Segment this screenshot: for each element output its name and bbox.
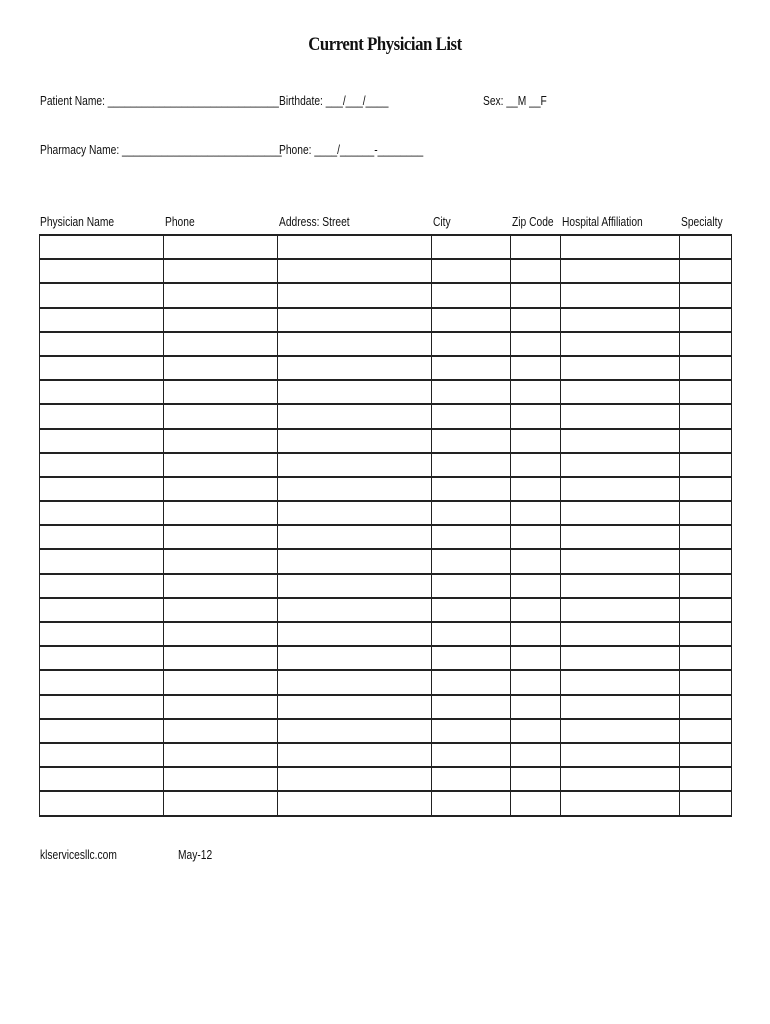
table-cell[interactable] (511, 574, 561, 598)
table-cell[interactable] (511, 525, 561, 549)
table-row (40, 308, 732, 332)
table-cell[interactable] (40, 598, 164, 622)
table-cell[interactable] (680, 380, 732, 404)
table-cell[interactable] (680, 646, 732, 670)
table-cell[interactable] (432, 670, 511, 694)
column-header-specialty: Specialty (681, 215, 723, 229)
table-cell[interactable] (432, 308, 511, 332)
pharmacy-phone-field[interactable]: Phone: ____/______-________ (279, 143, 424, 157)
table-cell[interactable] (432, 235, 511, 259)
table-cell[interactable] (432, 598, 511, 622)
table-cell[interactable] (511, 598, 561, 622)
table-cell[interactable] (561, 404, 680, 428)
table-cell[interactable] (278, 574, 432, 598)
footer-website: klservicesllc.com (40, 848, 117, 862)
column-header-physician-name: Physician Name (40, 215, 115, 229)
table-cell[interactable] (561, 453, 680, 477)
table-cell[interactable] (432, 791, 511, 815)
table-cell[interactable] (561, 719, 680, 743)
table-cell[interactable] (278, 453, 432, 477)
table-cell[interactable] (278, 549, 432, 573)
table-cell[interactable] (432, 283, 511, 307)
page-title: Current Physician List (308, 34, 462, 55)
table-cell[interactable] (432, 719, 511, 743)
table-cell[interactable] (164, 235, 278, 259)
table-cell[interactable] (278, 695, 432, 719)
table-cell[interactable] (432, 622, 511, 646)
table-cell[interactable] (40, 549, 164, 573)
table-cell[interactable] (680, 429, 732, 453)
table-cell[interactable] (164, 719, 278, 743)
table-cell[interactable] (164, 743, 278, 767)
table-cell[interactable] (680, 308, 732, 332)
column-header-city: City (433, 215, 451, 229)
table-cell[interactable] (164, 670, 278, 694)
table-cell[interactable] (164, 259, 278, 283)
table-cell[interactable] (278, 259, 432, 283)
table-cell[interactable] (278, 743, 432, 767)
table-cell[interactable] (680, 332, 732, 356)
table-cell[interactable] (40, 429, 164, 453)
table-cell[interactable] (680, 235, 732, 259)
table-cell[interactable] (511, 308, 561, 332)
table-cell[interactable] (40, 622, 164, 646)
table-cell[interactable] (561, 791, 680, 815)
table-cell[interactable] (40, 695, 164, 719)
table-cell[interactable] (164, 308, 278, 332)
table-row (40, 791, 732, 815)
table-cell[interactable] (164, 574, 278, 598)
table-cell[interactable] (40, 719, 164, 743)
table-cell[interactable] (432, 525, 511, 549)
table-row (40, 767, 732, 791)
table-cell[interactable] (278, 646, 432, 670)
column-header-hospital-affiliation: Hospital Affiliation (562, 215, 643, 229)
table-cell[interactable] (278, 429, 432, 453)
table-cell[interactable] (680, 767, 732, 791)
table-cell[interactable] (278, 670, 432, 694)
table-cell[interactable] (511, 477, 561, 501)
table-cell[interactable] (511, 719, 561, 743)
table-cell[interactable] (511, 791, 561, 815)
table-cell[interactable] (561, 308, 680, 332)
table-cell[interactable] (40, 743, 164, 767)
table-cell[interactable] (561, 259, 680, 283)
table-cell[interactable] (432, 695, 511, 719)
table-cell[interactable] (278, 719, 432, 743)
table-row (40, 525, 732, 549)
table-row (40, 477, 732, 501)
table-cell[interactable] (40, 670, 164, 694)
table-row (40, 598, 732, 622)
table-cell[interactable] (680, 622, 732, 646)
table-cell[interactable] (40, 308, 164, 332)
table-cell[interactable] (511, 767, 561, 791)
table-cell[interactable] (164, 695, 278, 719)
table-cell[interactable] (432, 477, 511, 501)
table-cell[interactable] (511, 646, 561, 670)
table-cell[interactable] (511, 549, 561, 573)
table-cell[interactable] (680, 477, 732, 501)
table-cell[interactable] (561, 622, 680, 646)
column-header-address-street: Address: Street (279, 215, 350, 229)
table-cell[interactable] (278, 283, 432, 307)
table-cell[interactable] (432, 259, 511, 283)
table-row (40, 283, 732, 307)
table-cell[interactable] (432, 743, 511, 767)
table-row (40, 235, 732, 259)
physician-table (39, 234, 732, 817)
table-cell[interactable] (278, 380, 432, 404)
table-cell[interactable] (561, 283, 680, 307)
table-cell[interactable] (40, 404, 164, 428)
table-cell[interactable] (561, 743, 680, 767)
table-cell[interactable] (511, 380, 561, 404)
table-cell[interactable] (164, 380, 278, 404)
table-cell[interactable] (164, 791, 278, 815)
table-cell[interactable] (278, 791, 432, 815)
table-cell[interactable] (40, 235, 164, 259)
table-cell[interactable] (278, 525, 432, 549)
table-cell[interactable] (40, 453, 164, 477)
table-cell[interactable] (511, 283, 561, 307)
table-cell[interactable] (278, 501, 432, 525)
table-cell[interactable] (432, 429, 511, 453)
table-cell[interactable] (432, 404, 511, 428)
table-cell[interactable] (561, 767, 680, 791)
table-cell[interactable] (561, 695, 680, 719)
table-cell[interactable] (561, 670, 680, 694)
table-cell[interactable] (278, 598, 432, 622)
table-row (40, 670, 732, 694)
table-row (40, 574, 732, 598)
table-cell[interactable] (164, 767, 278, 791)
table-row (40, 259, 732, 283)
table-cell[interactable] (164, 453, 278, 477)
column-header-phone: Phone (165, 215, 195, 229)
table-cell[interactable] (511, 404, 561, 428)
table-row (40, 549, 732, 573)
table-cell[interactable] (164, 598, 278, 622)
table-cell[interactable] (432, 767, 511, 791)
table-row (40, 719, 732, 743)
table-cell[interactable] (164, 549, 278, 573)
table-cell[interactable] (40, 501, 164, 525)
table-cell[interactable] (432, 646, 511, 670)
table-cell[interactable] (680, 574, 732, 598)
table-cell[interactable] (432, 501, 511, 525)
table-cell[interactable] (40, 646, 164, 670)
table-cell[interactable] (278, 404, 432, 428)
patient-name-field[interactable]: Patient Name: ______________________________ (40, 94, 279, 108)
table-cell[interactable] (680, 743, 732, 767)
table-cell[interactable] (40, 283, 164, 307)
table-cell[interactable] (278, 356, 432, 380)
table-cell[interactable] (680, 598, 732, 622)
table-cell[interactable] (680, 283, 732, 307)
table-cell[interactable] (561, 332, 680, 356)
sex-field[interactable]: Sex: __M __F (483, 94, 547, 108)
table-cell[interactable] (561, 380, 680, 404)
pharmacy-name-field[interactable]: Pharmacy Name: ____________________________ (40, 143, 282, 157)
table-cell[interactable] (511, 259, 561, 283)
table-cell[interactable] (164, 477, 278, 501)
birthdate-field[interactable]: Birthdate: ___/___/____ (279, 94, 389, 108)
table-cell[interactable] (278, 308, 432, 332)
table-cell[interactable] (680, 453, 732, 477)
table-cell[interactable] (561, 646, 680, 670)
table-cell[interactable] (680, 501, 732, 525)
table-cell[interactable] (40, 525, 164, 549)
table-cell[interactable] (432, 332, 511, 356)
table-cell[interactable] (680, 404, 732, 428)
table-cell[interactable] (164, 646, 278, 670)
table-row (40, 380, 732, 404)
table-cell[interactable] (40, 332, 164, 356)
table-row (40, 695, 732, 719)
table-cell[interactable] (680, 259, 732, 283)
table-cell[interactable] (561, 429, 680, 453)
table-cell[interactable] (40, 767, 164, 791)
table-cell[interactable] (561, 598, 680, 622)
table-row (40, 332, 732, 356)
table-cell[interactable] (40, 380, 164, 404)
table-cell[interactable] (511, 453, 561, 477)
table-cell[interactable] (680, 670, 732, 694)
table-cell[interactable] (680, 356, 732, 380)
table-cell[interactable] (432, 380, 511, 404)
table-cell[interactable] (278, 622, 432, 646)
table-row (40, 646, 732, 670)
table-cell[interactable] (40, 477, 164, 501)
table-cell[interactable] (561, 235, 680, 259)
table-row (40, 743, 732, 767)
table-row (40, 453, 732, 477)
table-cell[interactable] (561, 477, 680, 501)
table-cell[interactable] (680, 549, 732, 573)
table-cell[interactable] (164, 429, 278, 453)
table-cell[interactable] (561, 356, 680, 380)
table-cell[interactable] (511, 235, 561, 259)
table-cell[interactable] (164, 283, 278, 307)
table-cell[interactable] (511, 501, 561, 525)
table-cell[interactable] (40, 356, 164, 380)
table-cell[interactable] (278, 767, 432, 791)
table-cell[interactable] (164, 404, 278, 428)
table-cell[interactable] (278, 332, 432, 356)
table-cell[interactable] (561, 574, 680, 598)
table-cell[interactable] (278, 477, 432, 501)
table-row (40, 404, 732, 428)
table-cell[interactable] (164, 525, 278, 549)
table-cell[interactable] (278, 235, 432, 259)
table-cell[interactable] (561, 549, 680, 573)
table-cell[interactable] (40, 791, 164, 815)
table-cell[interactable] (432, 549, 511, 573)
footer-date: May-12 (178, 848, 213, 862)
table-cell[interactable] (164, 356, 278, 380)
column-header-zip-code: Zip Code (512, 215, 554, 229)
table-cell[interactable] (164, 332, 278, 356)
table-row (40, 622, 732, 646)
table-cell[interactable] (511, 670, 561, 694)
table-cell[interactable] (432, 356, 511, 380)
table-cell[interactable] (40, 574, 164, 598)
table-cell[interactable] (432, 574, 511, 598)
table-cell[interactable] (511, 695, 561, 719)
table-cell[interactable] (511, 332, 561, 356)
table-row (40, 356, 732, 380)
table-cell[interactable] (561, 525, 680, 549)
table-cell[interactable] (432, 453, 511, 477)
table-cell[interactable] (164, 622, 278, 646)
table-cell[interactable] (680, 695, 732, 719)
table-cell[interactable] (680, 525, 732, 549)
table-cell[interactable] (511, 429, 561, 453)
table-cell[interactable] (561, 501, 680, 525)
table-cell[interactable] (511, 356, 561, 380)
table-cell[interactable] (680, 791, 732, 815)
table-row (40, 429, 732, 453)
table-cell[interactable] (511, 743, 561, 767)
table-cell[interactable] (680, 719, 732, 743)
table-row (40, 501, 732, 525)
table-cell[interactable] (164, 501, 278, 525)
table-cell[interactable] (511, 622, 561, 646)
table-cell[interactable] (40, 259, 164, 283)
